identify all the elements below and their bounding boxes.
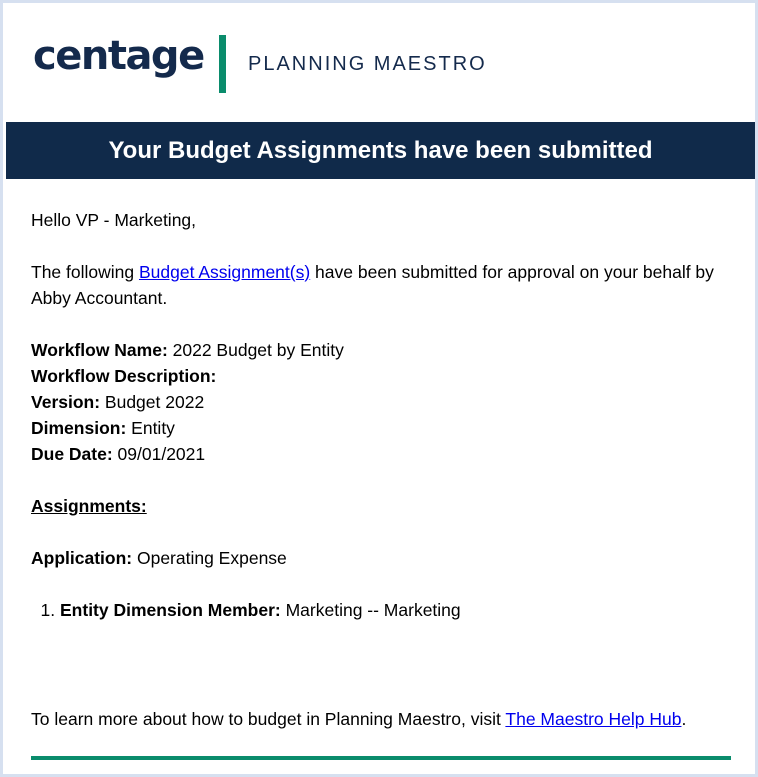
entity-member-value: Marketing -- Marketing — [280, 600, 461, 620]
assignments-heading: Assignments: — [31, 496, 147, 516]
budget-assignments-link[interactable]: Budget Assignment(s) — [138, 262, 311, 282]
footer-divider — [31, 756, 731, 760]
footer-prefix: To learn more about how to budget in Planning Maestro, visit — [31, 709, 506, 729]
email-body — [31, 207, 731, 623]
title-banner — [6, 122, 755, 179]
list-item — [60, 597, 731, 623]
intro-prefix: The following — [31, 262, 139, 282]
workflow-description-label: Workflow Description: — [31, 366, 217, 386]
intro-suffix: have been submitted for approval on your behalf by Abby Accountant. — [31, 262, 714, 308]
application-label: Application: — [31, 548, 133, 568]
entity-member-label: Entity Dimension Member: — [60, 600, 281, 620]
dimension-row — [31, 415, 731, 441]
version-value: Budget 2022 — [100, 392, 205, 412]
intro-paragraph — [31, 259, 731, 311]
due-date-label: Due Date: — [31, 444, 113, 464]
greeting: Hello VP - Marketing, — [31, 210, 197, 230]
dimension-label: Dimension: — [31, 418, 127, 438]
workflow-name-row — [31, 337, 731, 363]
banner-title: Your Budget Assignments have been submitted — [108, 136, 653, 164]
workflow-name-value: 2022 Budget by Entity — [167, 340, 344, 360]
logo-header — [3, 3, 755, 122]
logo-divider — [219, 35, 226, 93]
application-row — [31, 545, 731, 571]
version-row — [31, 389, 731, 415]
product-name: PLANNING MAESTRO — [248, 53, 487, 75]
workflow-description-row — [31, 363, 731, 389]
workflow-name-label: Workflow Name: — [31, 340, 168, 360]
application-value: Operating Expense — [132, 548, 287, 568]
footer-suffix: . — [681, 709, 687, 729]
assignment-list — [31, 597, 731, 623]
centage-logo: centage — [33, 33, 204, 79]
footer-text — [31, 706, 686, 732]
help-hub-link[interactable]: The Maestro Help Hub — [505, 709, 682, 729]
version-label: Version: — [31, 392, 101, 412]
due-date-row — [31, 441, 731, 467]
dimension-value: Entity — [126, 418, 175, 438]
due-date-value: 09/01/2021 — [112, 444, 206, 464]
